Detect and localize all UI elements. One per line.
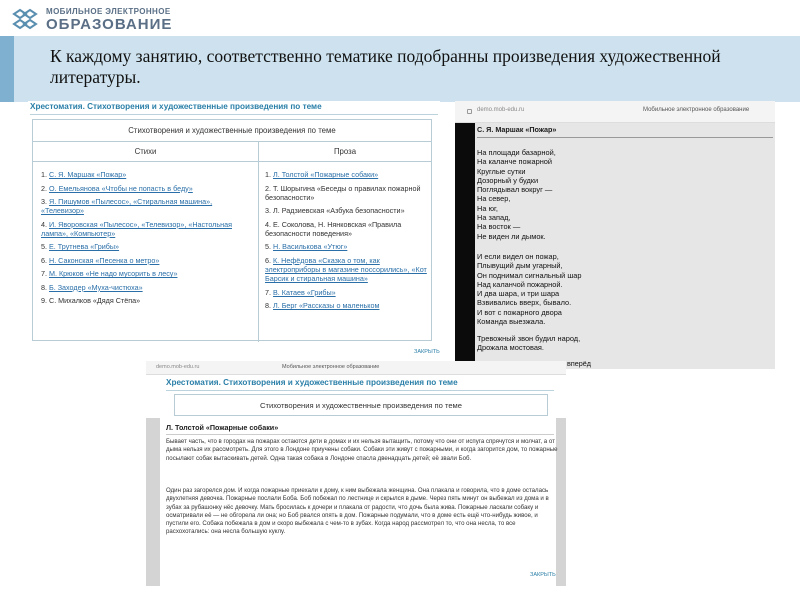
- list-item[interactable]: [265, 170, 429, 179]
- divider: [30, 114, 438, 115]
- work-link[interactable]: Н. Саконская «Песенка о метро»: [49, 255, 160, 265]
- work-text: Т. Шорыгина «Беседы о правилах пожарной безопасности»: [265, 183, 421, 202]
- slide-title: К каждому занятию, соответственно тематике подобранны произведения художественной литературы.: [50, 46, 721, 87]
- table-title-box: Стихотворения и художественные произведения по теме: [174, 394, 548, 416]
- poem-screenshot: [455, 101, 775, 369]
- url-text: demo.mob-edu.ru: [156, 364, 200, 370]
- item-number: 7.: [265, 287, 271, 297]
- list-item[interactable]: [41, 197, 255, 215]
- close-button-c[interactable]: ЗАКРЫТЬ: [530, 572, 556, 578]
- tolstoy-story-screenshot: [146, 361, 566, 586]
- item-number: 1.: [265, 170, 271, 179]
- work-text: С. Михалков «Дядя Стёпа»: [49, 296, 141, 306]
- brand-name: [46, 7, 172, 33]
- item-number: 8.: [41, 282, 47, 292]
- divider: [166, 434, 554, 435]
- list-item[interactable]: [41, 242, 255, 251]
- work-link[interactable]: Б. Заходер «Муха-чистюха»: [49, 282, 143, 292]
- top-bar: [0, 0, 800, 38]
- table-title: Стихотворения и художественные произведения по теме: [33, 120, 431, 142]
- item-number: 9.: [41, 296, 47, 306]
- poem-stanza-3: Тревожный звон будил народ, Дрожала мостовая.: [477, 334, 581, 353]
- works-table: [32, 119, 432, 341]
- list-item[interactable]: [41, 220, 255, 238]
- list-item: [41, 296, 255, 305]
- panel-c-title: Хрестоматия. Стихотворения и художественные произведения по теме: [166, 378, 458, 387]
- work-link[interactable]: В. Катаев «Грибы»: [273, 287, 336, 297]
- item-number: 3.: [265, 206, 271, 216]
- item-number: 3.: [41, 197, 47, 206]
- list-item[interactable]: [41, 256, 255, 265]
- list-item: [265, 184, 429, 202]
- browser-bar: [146, 361, 566, 375]
- work-link[interactable]: Е. Трутнева «Грибы»: [49, 242, 120, 252]
- poems-list: [41, 170, 255, 310]
- poem-stanza-1: На площади базарной, На каланче пожарной Круглые сутки Дозорный у будки Поглядывал вокруг — На север, На юг, На запад, На восток — Не виден ли дымок.: [477, 148, 556, 241]
- column-header-poems: Стихи: [33, 142, 258, 162]
- list-item[interactable]: [41, 269, 255, 278]
- list-item[interactable]: [265, 242, 429, 251]
- work-link[interactable]: Л. Толстой «Пожарные собаки»: [273, 170, 379, 179]
- work-link[interactable]: Н. Василькова «Утюг»: [273, 242, 348, 252]
- work-link[interactable]: Л. Берг «Рассказы о маленьком: [273, 301, 380, 311]
- work-link[interactable]: М. Крюков «Не надо мусорить в лесу»: [49, 269, 178, 279]
- work-link[interactable]: И. Яворовская «Пылесос», «Телевизор», «Настольная лампа», «Компьютер»: [41, 219, 232, 238]
- item-number: 4.: [41, 219, 47, 229]
- divider: [166, 390, 554, 391]
- browser-bar: [455, 101, 775, 123]
- next-link[interactable]: вперёд: [567, 359, 591, 368]
- item-number: 2.: [265, 183, 271, 193]
- item-number: 1.: [41, 170, 47, 179]
- url-text: demo.mob-edu.ru: [477, 107, 525, 113]
- item-number: 5.: [265, 242, 271, 252]
- poem-stanza-2: И если видел он пожар, Плывущий дым угарный, Он поднимал сигнальный шар Над каланчой пожарной. И два шара, и три шара Взвивались вверх, бывало. И вот с пожарного двора Команда выезжала.: [477, 252, 582, 327]
- brand-big-text: ОБРАЗОВАНИЕ: [46, 16, 173, 33]
- close-button-a[interactable]: ЗАКРЫТЬ: [414, 349, 440, 355]
- work-link[interactable]: О. Емельянова «Чтобы не попасть в беду»: [49, 183, 193, 193]
- lock-icon: [467, 109, 472, 114]
- list-item[interactable]: [41, 170, 255, 179]
- work-text: Л. Радзиевская «Азбука безопасности»: [273, 206, 405, 216]
- item-number: 2.: [41, 183, 47, 193]
- list-item[interactable]: [41, 184, 255, 193]
- work-link[interactable]: С. Я. Маршак «Пожар»: [49, 170, 127, 179]
- panel-a-title: Хрестоматия. Стихотворения и художественные произведения по теме: [30, 102, 322, 111]
- story-paragraph-1: Бывает часть, что в городах на пожарах остаются дети в домах и их нельзя вытащить, потому что они от испуга спрячутся и молчат, а от дыма нельзя их рассмотреть. Для этого в Лондоне приучены собаки. Собаки эти живут с пожарными, и когда загорится дом, то пожарные посылают собак вытаскивать детей. Одна такая собака в Лондоне спасла двенадцать детей; её звали Боб.: [166, 438, 558, 462]
- item-number: 4.: [265, 219, 271, 229]
- brand-small-text: МОБИЛЬНОЕ ЭЛЕКТРОННОЕ: [46, 7, 171, 16]
- list-item[interactable]: [265, 288, 429, 297]
- item-number: 8.: [265, 301, 271, 311]
- prose-list: [265, 170, 429, 315]
- work-link[interactable]: К. Нефёдова «Сказка о том, как электроприборы в магазине поссорились», «Кот Барсик и стиральная машина»: [265, 255, 427, 284]
- item-number: 6.: [265, 255, 271, 265]
- divider: [477, 137, 773, 138]
- column-divider: [258, 142, 259, 342]
- list-item[interactable]: [265, 256, 429, 284]
- story-paragraph-2: Один раз загорелся дом. И когда пожарные приехали к дому, к ним выбежала женщина. Она плакала и говорила, что в доме осталась двухлетняя девочка. Пожарные послали Боба. Боб побежал по лестнице и скрылся в дыме. Через пять минут он выбежал из дома и в зубах за рубашонку нёс девочку. Мать бросилась к дочери и плакала от радости, что дочь была жива. Пожарные ласкали собаку и осматривали её — не обгорела ли она; но Боб рвался опять в дом. Пожарные подумали, что в доме есть ещё что-нибудь живое, и пустили его. Собака побежала в дом и скоро выбежала с чем-то в зубах. Когда народ рассмотрел то, что она несла, то все расхохотались: она несла большую куклу.: [166, 487, 549, 536]
- site-name: Мобильное электронное образование: [643, 107, 750, 113]
- site-name: Мобильное электронное образование: [282, 364, 380, 370]
- list-item: [265, 206, 429, 215]
- work-link[interactable]: Я. Пишумов «Пылесос», «Стиральная машина», «Телевизор»: [41, 197, 213, 216]
- item-number: 5.: [41, 242, 47, 252]
- item-number: 6.: [41, 255, 47, 265]
- title-band-accent: [0, 36, 14, 102]
- item-number: 7.: [41, 269, 47, 279]
- poem-title: С. Я. Маршак «Пожар»: [477, 125, 557, 134]
- story-title: Л. Толстой «Пожарные собаки»: [166, 423, 279, 432]
- list-item: [265, 220, 429, 238]
- chrestomathy-table-screenshot: [28, 101, 440, 342]
- list-item[interactable]: [41, 283, 255, 292]
- work-text: Е. Соколова, Н. Нянковская «Правила безопасности поведения»: [265, 219, 402, 238]
- list-item[interactable]: [265, 301, 429, 310]
- logo-icon: [10, 6, 40, 34]
- column-header-prose: Проза: [259, 142, 431, 162]
